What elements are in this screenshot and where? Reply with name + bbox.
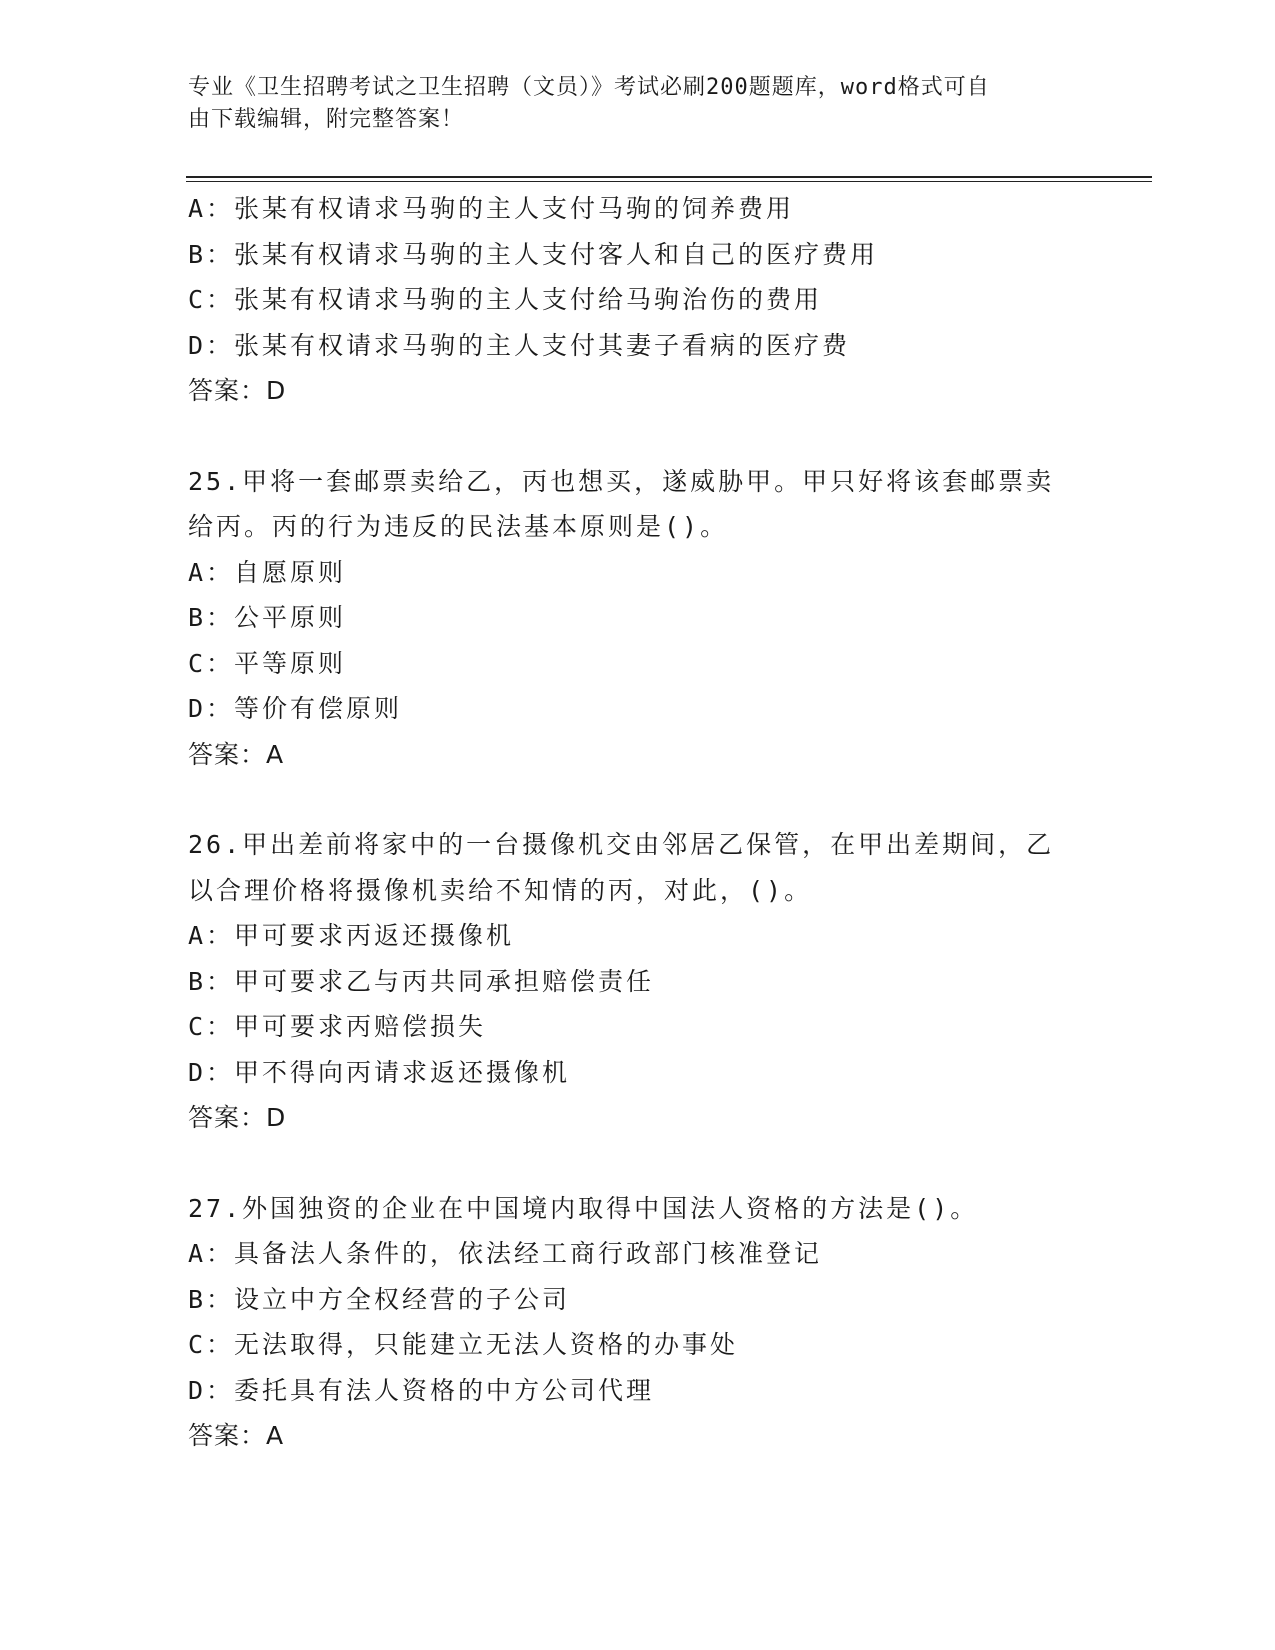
header-divider [186, 176, 1152, 178]
question-block [188, 1186, 1088, 1459]
header-divider-thin [186, 181, 1152, 182]
question-text: 25.甲将一套邮票卖给乙，丙也想买，遂威胁甲。甲只好将该套邮票卖 [188, 466, 1055, 496]
option-d: D：张某有权请求马驹的主人支付其妻子看病的医疗费 [188, 330, 851, 360]
answer-text: 答案：A [188, 1421, 285, 1450]
option-b: B：公平原则 [188, 603, 347, 632]
option-d: D：甲不得向丙请求返还摄像机 [188, 1057, 571, 1087]
option-b: B：设立中方全权经营的子公司 [188, 1284, 571, 1314]
question-block [188, 186, 1088, 414]
question-block [188, 822, 1088, 1141]
question-text: 27.外国独资的企业在中国境内取得中国法人资格的方法是()。 [188, 1193, 979, 1223]
answer-text: 答案：A [188, 739, 285, 769]
document-header [188, 72, 1068, 136]
header-line-1: 专业《卫生招聘考试之卫生招聘（文员）》考试必刷200题题库，word格式可自 [188, 75, 990, 100]
option-c: C：无法取得，只能建立无法人资格的办事处 [188, 1330, 739, 1359]
option-a: A：张某有权请求马驹的主人支付马驹的饲养费用 [188, 194, 795, 223]
option-c: C：平等原则 [188, 648, 347, 678]
question-block [188, 459, 1088, 778]
question-text: 给丙。丙的行为违反的民法基本原则是()。 [188, 512, 729, 541]
answer-text: 答案：D [188, 1103, 287, 1132]
question-list [188, 186, 1088, 1459]
option-d: D：等价有偿原则 [188, 694, 403, 723]
answer-text: 答案：D [188, 376, 287, 405]
option-b: B：甲可要求乙与丙共同承担赔偿责任 [188, 966, 655, 996]
option-a: A：甲可要求丙返还摄像机 [188, 921, 515, 950]
option-c: C：甲可要求丙赔偿损失 [188, 1012, 487, 1041]
question-text: 26.甲出差前将家中的一台摄像机交由邻居乙保管，在甲出差期间，乙 [188, 830, 1055, 859]
question-text: 以合理价格将摄像机卖给不知情的丙，对此，()。 [188, 875, 813, 905]
option-c: C：张某有权请求马驹的主人支付给马驹治伤的费用 [188, 285, 823, 314]
option-a: A：自愿原则 [188, 557, 347, 587]
option-a: A：具备法人条件的，依法经工商行政部门核准登记 [188, 1239, 823, 1268]
option-b: B：张某有权请求马驹的主人支付客人和自己的医疗费用 [188, 239, 879, 269]
header-line-2: 由下载编辑，附完整答案！ [188, 107, 465, 132]
option-d: D：委托具有法人资格的中方公司代理 [188, 1375, 655, 1405]
